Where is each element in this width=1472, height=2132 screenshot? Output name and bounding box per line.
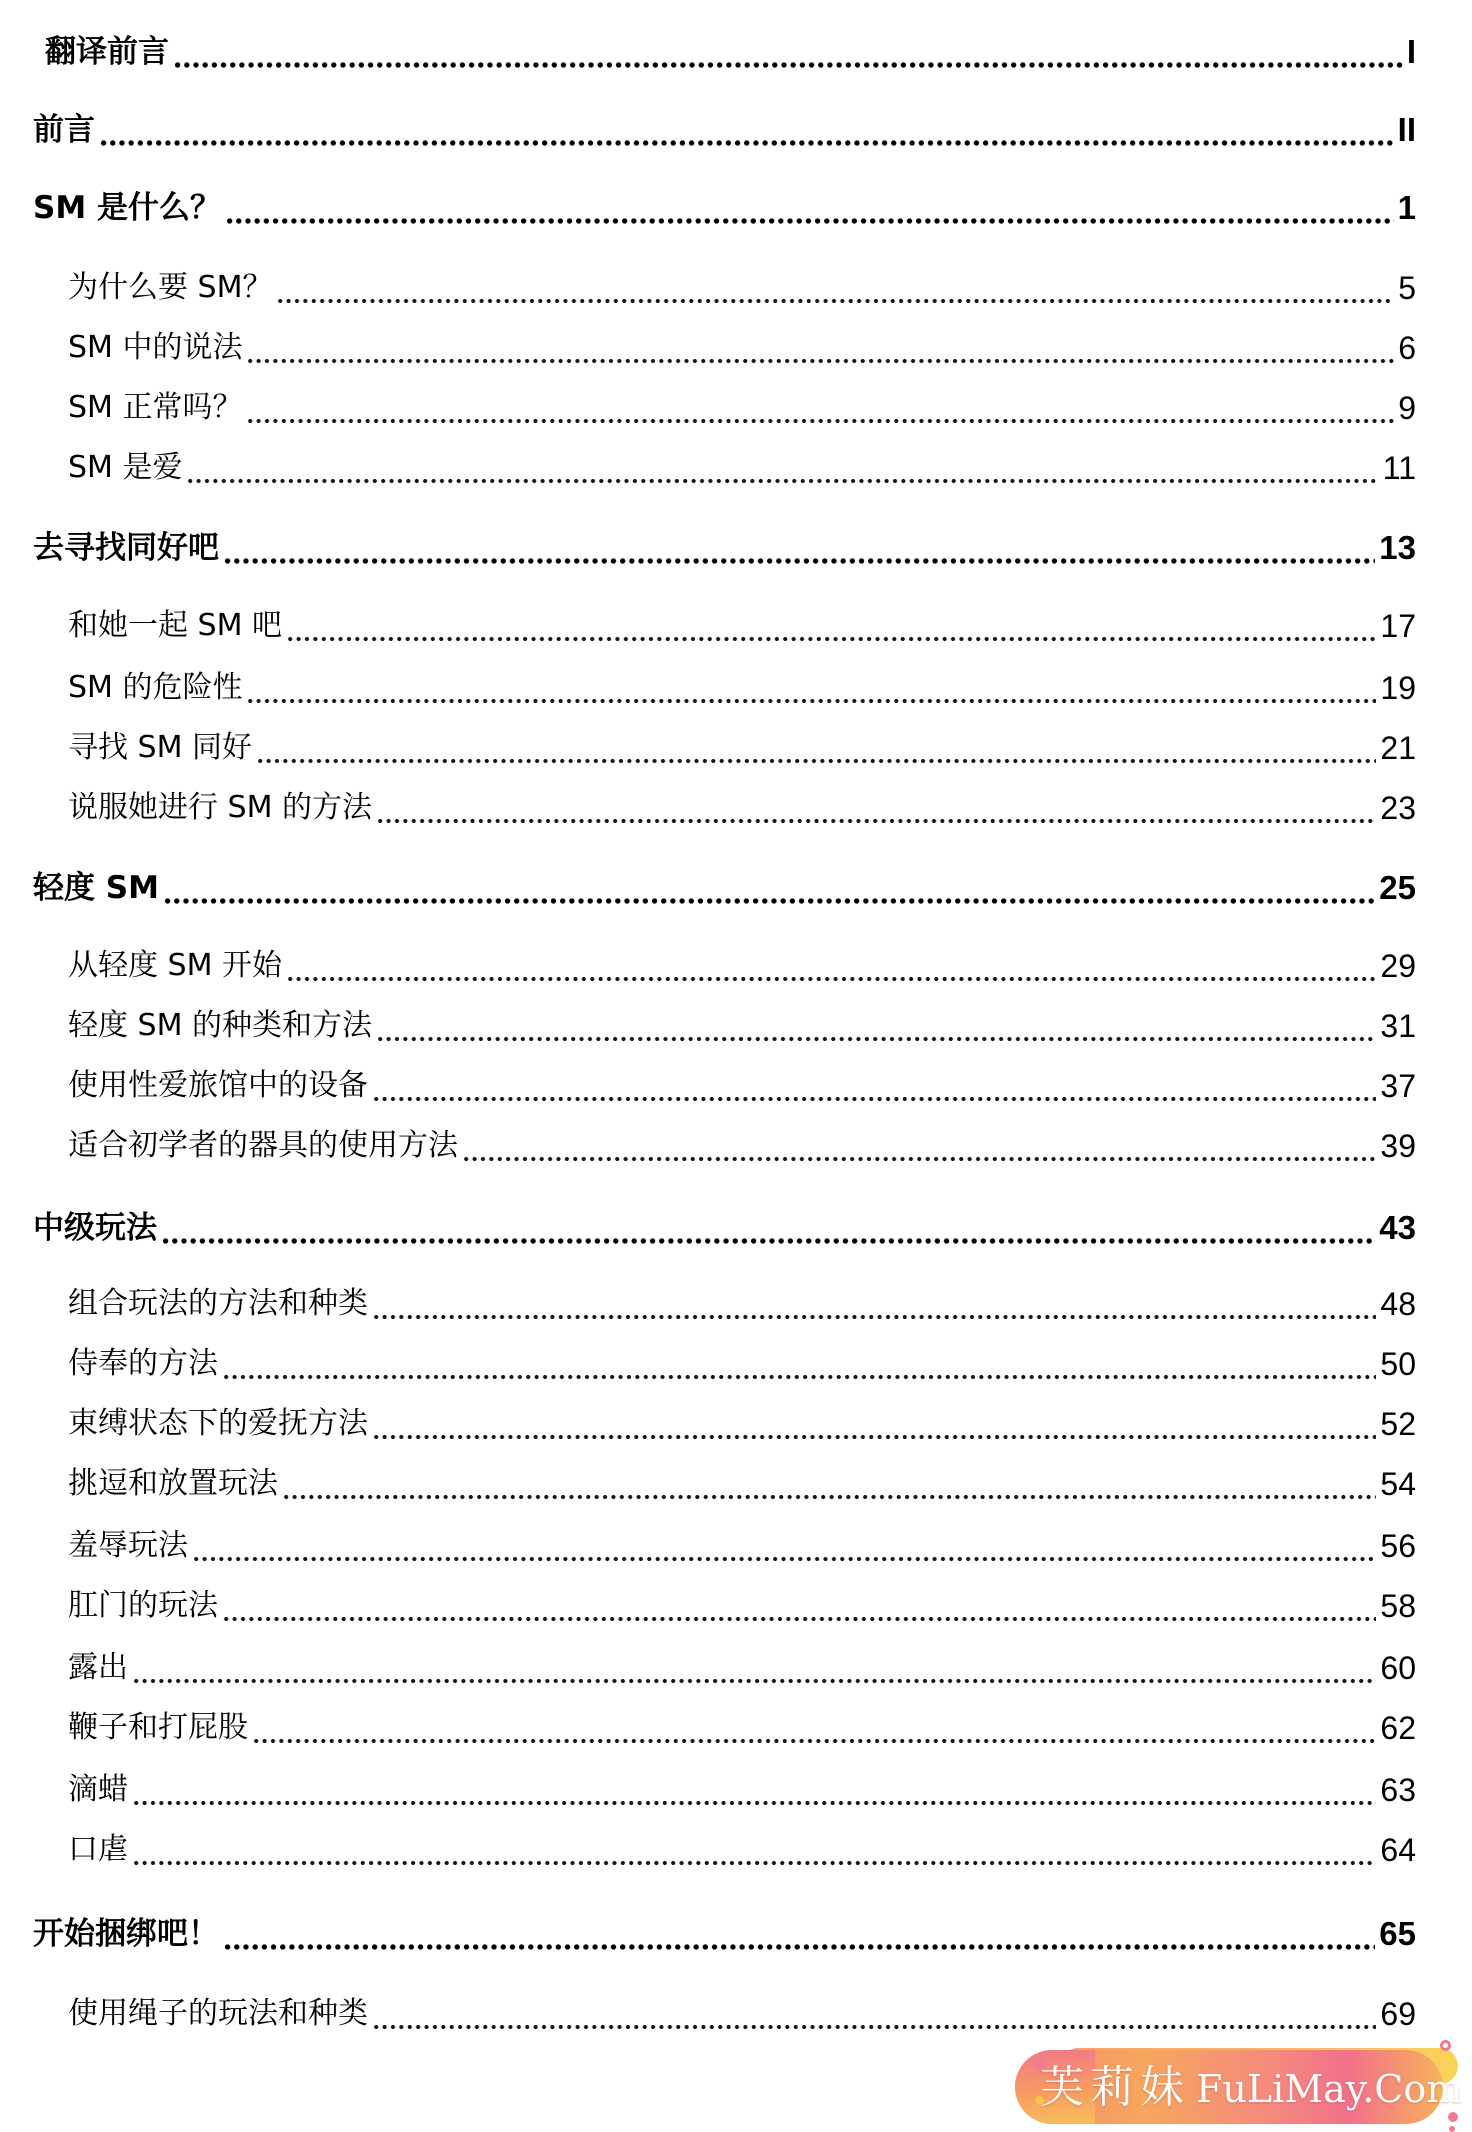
toc-entry-page: 62 [1380, 1710, 1416, 1746]
dot-leader [246, 386, 1394, 430]
toc-entry-section[interactable] [68, 446, 1416, 490]
toc-entry-title: 肛门的玩法 [68, 1588, 218, 1623]
toc-entry-title: 说服她进行 SM 的方法 [68, 790, 372, 825]
toc-entry-title: 从轻度 SM 开始 [68, 948, 282, 983]
toc-entry-title: SM 的危险性 [68, 670, 243, 705]
toc-entry-page: 11 [1382, 450, 1416, 486]
toc-entry-title: 为什么要 SM？ [68, 270, 273, 305]
toc-entry-section[interactable] [68, 1992, 1416, 2036]
toc-entry-page: 48 [1380, 1286, 1416, 1322]
toc-entry-title: 前言 [33, 112, 95, 148]
toc-entry-section[interactable] [68, 726, 1416, 770]
dot-leader [276, 266, 1394, 310]
toc-entry-chapter[interactable] [33, 866, 1416, 910]
toc-entry-title: 寻找 SM 同好 [68, 730, 252, 765]
watermark-text-cn: 芙莉妹 [1040, 2062, 1190, 2113]
dot-leader [223, 526, 1375, 570]
toc-entry-page: 9 [1398, 390, 1416, 426]
toc-entry-section[interactable] [68, 1064, 1416, 1108]
dot-leader [192, 1524, 1376, 1568]
dot-leader [462, 1124, 1376, 1168]
toc-entry-page: 37 [1380, 1068, 1416, 1104]
dot-leader [282, 1462, 1376, 1506]
toc-entry-title: 露出 [68, 1650, 128, 1685]
toc-entry-chapter[interactable] [33, 526, 1416, 570]
dot-leader [286, 944, 1376, 988]
toc-entry-section[interactable] [68, 1768, 1416, 1812]
toc-entry-page: 56 [1380, 1528, 1416, 1564]
dot-leader [186, 446, 1378, 490]
toc-entry-page: 13 [1379, 529, 1416, 566]
dot-leader [372, 1992, 1376, 2036]
toc-entry-title: SM 中的说法 [68, 330, 243, 365]
toc-entry-section[interactable] [68, 1282, 1416, 1326]
toc-entry-title: 使用性爱旅馆中的设备 [68, 1068, 368, 1103]
dot-leader [163, 866, 1375, 910]
toc-entry-page: 65 [1379, 1915, 1416, 1952]
toc-entry-title: 侍奉的方法 [68, 1346, 218, 1381]
toc-entry-section[interactable] [68, 786, 1416, 830]
toc-entry-page: I [1406, 33, 1416, 70]
dot-leader [132, 1828, 1376, 1872]
toc-entry-title: 轻度 SM [33, 870, 159, 906]
toc-entry-section[interactable] [68, 1004, 1416, 1048]
dot-leader [132, 1646, 1376, 1690]
toc-entry-page: II [1397, 111, 1416, 148]
dot-leader [225, 186, 1394, 230]
dot-leader [372, 1402, 1376, 1446]
dot-leader [286, 604, 1376, 648]
toc-entry-title: 中级玩法 [33, 1210, 157, 1246]
toc-entry-page: 52 [1380, 1406, 1416, 1442]
toc-entry-page: 50 [1380, 1346, 1416, 1382]
toc-entry-chapter[interactable] [33, 1912, 1416, 1956]
toc-entry-section[interactable] [68, 1124, 1416, 1168]
decorative-ring-icon [1440, 2040, 1451, 2051]
toc-entry-title: 轻度 SM 的种类和方法 [68, 1008, 372, 1043]
dot-leader [376, 1004, 1376, 1048]
toc-entry-title: 滴蜡 [68, 1772, 128, 1807]
toc-entry-title: 翻译前言 [45, 34, 169, 70]
toc-entry-page: 29 [1380, 948, 1416, 984]
toc-entry-title: 羞辱玩法 [68, 1528, 188, 1563]
toc-entry-page: 60 [1380, 1650, 1416, 1686]
toc-entry-page: 69 [1380, 1996, 1416, 2032]
dot-leader [223, 1912, 1375, 1956]
decorative-dot-icon [1449, 2126, 1455, 2132]
toc-entry-page: 21 [1380, 730, 1416, 766]
toc-entry-section[interactable] [68, 604, 1416, 648]
toc-entry-page: 17 [1380, 608, 1416, 644]
toc-entry-translator-preface[interactable] [45, 30, 1416, 74]
watermark-logo [1000, 2040, 1472, 2132]
dot-leader [222, 1584, 1376, 1628]
toc-entry-title: 挑逗和放置玩法 [68, 1466, 278, 1501]
toc-entry-page: 64 [1380, 1832, 1416, 1868]
toc-entry-page: 6 [1398, 330, 1416, 366]
dot-leader [256, 726, 1376, 770]
toc-entry-title: 束缚状态下的爱抚方法 [68, 1406, 368, 1441]
toc-entry-chapter[interactable] [33, 186, 1416, 230]
toc-entry-title: 鞭子和打屁股 [68, 1710, 248, 1745]
toc-entry-title: 组合玩法的方法和种类 [68, 1286, 368, 1321]
toc-entry-page: 63 [1380, 1772, 1416, 1808]
toc-entry-title: SM 是什么？ [33, 190, 221, 226]
toc-entry-section[interactable] [68, 1402, 1416, 1446]
toc-entry-section[interactable] [68, 1646, 1416, 1690]
toc-entry-page: 19 [1380, 670, 1416, 706]
toc-entry-title: 去寻找同好吧 [33, 530, 219, 566]
dot-leader [161, 1206, 1375, 1250]
toc-entry-section[interactable] [68, 326, 1416, 370]
toc-entry-section[interactable] [68, 266, 1416, 310]
toc-entry-section[interactable] [68, 944, 1416, 988]
watermark-text [1040, 2056, 1462, 2120]
dot-leader [222, 1342, 1376, 1386]
toc-entry-section[interactable] [68, 666, 1416, 710]
toc-entry-section[interactable] [68, 1706, 1416, 1750]
toc-entry-title: 和她一起 SM 吧 [68, 608, 282, 643]
dot-leader [173, 30, 1403, 74]
dot-leader [372, 1282, 1376, 1326]
dot-leader [372, 1064, 1376, 1108]
dot-leader [376, 786, 1376, 830]
toc-entry-section[interactable] [68, 386, 1416, 430]
toc-entry-title: 使用绳子的玩法和种类 [68, 1996, 368, 2031]
dot-leader [132, 1768, 1376, 1812]
toc-entry-page: 39 [1380, 1128, 1416, 1164]
watermark-text-en: FuLiMay.Com [1196, 2067, 1463, 2111]
toc-entry-title: 适合初学者的器具的使用方法 [68, 1128, 458, 1163]
dot-leader [246, 666, 1376, 710]
toc-entry-section[interactable] [68, 1828, 1416, 1872]
toc-entry-title: SM 是爱 [68, 450, 183, 485]
toc-entry-page: 31 [1380, 1008, 1416, 1044]
toc-entry-title: SM 正常吗？ [68, 390, 243, 425]
toc-entry-page: 58 [1380, 1588, 1416, 1624]
toc-entry-page: 54 [1380, 1466, 1416, 1502]
toc-entry-page: 1 [1397, 189, 1416, 226]
toc-entry-preface[interactable] [33, 108, 1416, 152]
toc-entry-section[interactable] [68, 1524, 1416, 1568]
toc-entry-page: 43 [1379, 1209, 1416, 1246]
dot-leader [246, 326, 1394, 370]
toc-entry-page: 23 [1380, 790, 1416, 826]
toc-entry-section[interactable] [68, 1462, 1416, 1506]
toc-entry-section[interactable] [68, 1342, 1416, 1386]
toc-entry-chapter[interactable] [33, 1206, 1416, 1250]
toc-entry-page: 25 [1379, 869, 1416, 906]
toc-entry-page: 5 [1398, 270, 1416, 306]
toc-entry-title: 开始捆绑吧！ [33, 1916, 219, 1952]
toc-entry-title: 口虐 [68, 1832, 128, 1867]
toc-entry-section[interactable] [68, 1584, 1416, 1628]
dot-leader [99, 108, 1394, 152]
dot-leader [252, 1706, 1376, 1750]
